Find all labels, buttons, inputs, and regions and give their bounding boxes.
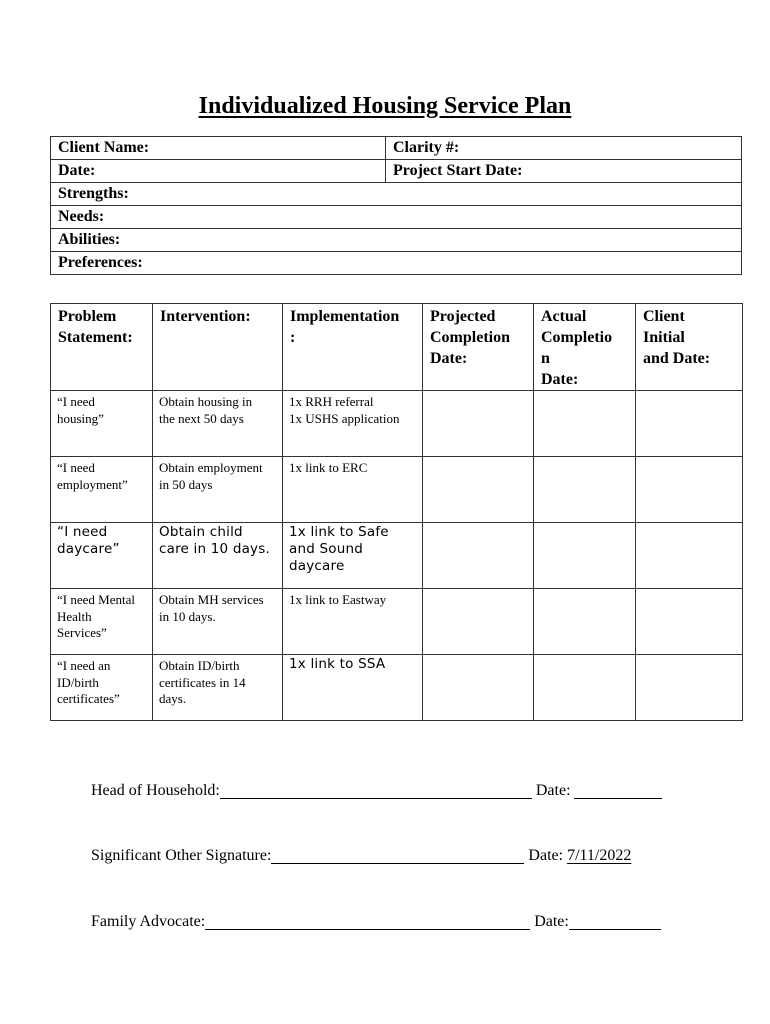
problem-cell[interactable] [51, 391, 153, 457]
header-line: Problem [58, 308, 117, 325]
actual-date-cell[interactable] [534, 523, 636, 589]
intervention-cell[interactable] [153, 655, 283, 721]
actual-date-cell[interactable] [534, 457, 636, 523]
header-line: Completion [430, 329, 510, 346]
intervention-cell[interactable] [153, 523, 283, 589]
header-line: : [290, 329, 296, 346]
family-advocate-label: Family Advocate: [91, 913, 206, 930]
actual-date-cell[interactable] [534, 589, 636, 655]
service-plan-table [50, 303, 743, 721]
header-line: n [541, 350, 550, 367]
cell-line: care in 10 days. [159, 541, 270, 557]
cell-line: certificates in 14 [159, 674, 246, 690]
cell-line: Obtain employment [159, 460, 263, 475]
header-line: Projected [430, 308, 496, 325]
actual-completion-header [534, 304, 636, 391]
projected-date-cell[interactable] [423, 391, 534, 457]
significant-other-signature [91, 845, 631, 865]
table-row [51, 589, 743, 655]
cell-line: 1x link to SSA [289, 656, 386, 672]
date-label: Date: [535, 782, 571, 799]
significant-other-label: Significant Other Signature: [91, 847, 272, 864]
client-initial-cell[interactable] [636, 391, 743, 457]
header-line: Completio [541, 329, 613, 346]
cell-line: 1x link to ERC [289, 460, 368, 475]
significant-other-signature-line[interactable] [271, 845, 524, 864]
cell-line: days. [159, 691, 187, 706]
actual-date-cell[interactable] [534, 655, 636, 721]
header-line: Date: [541, 371, 579, 388]
cell-line: certificates” [57, 691, 120, 706]
header-line: Initial [643, 329, 685, 346]
cell-line: “I need [57, 394, 95, 409]
client-info-table [50, 136, 742, 275]
projected-completion-header [423, 304, 534, 391]
head-of-household-signature [91, 780, 662, 800]
header-line: Client [643, 308, 685, 325]
cell-line: “I need [57, 524, 108, 540]
header-line: Implementation [290, 308, 400, 325]
implementation-cell[interactable] [283, 391, 423, 457]
table-row [51, 655, 743, 721]
head-of-household-date-line[interactable] [574, 780, 662, 799]
header-line: Date: [430, 350, 468, 367]
projected-date-cell[interactable] [423, 589, 534, 655]
project-start-date-field[interactable]: Project Start Date: [386, 160, 742, 183]
head-of-household-signature-line[interactable] [220, 780, 532, 799]
cell-line: employment” [57, 476, 128, 492]
intervention-cell[interactable] [153, 391, 283, 457]
date-label: Date: [534, 913, 569, 930]
implementation-cell[interactable] [283, 457, 423, 523]
family-advocate-signature-line[interactable] [205, 911, 530, 930]
table-row [51, 523, 743, 589]
cell-line: ID/birth [57, 674, 99, 690]
cell-line: “I need an [57, 658, 111, 673]
significant-other-date-value[interactable]: 7/11/2022 [567, 847, 632, 864]
problem-cell[interactable] [51, 523, 153, 589]
plan-header-row [51, 304, 743, 391]
date-label: Date: [528, 847, 564, 864]
intervention-cell[interactable] [153, 589, 283, 655]
clarity-number-field[interactable]: Clarity #: [386, 137, 742, 160]
cell-line: 1x link to Safe [289, 524, 389, 540]
strengths-field[interactable]: Strengths: [51, 183, 742, 206]
abilities-field[interactable]: Abilities: [51, 229, 742, 252]
cell-line: and Sound [289, 541, 363, 557]
intervention-header [153, 304, 283, 391]
problem-cell[interactable] [51, 655, 153, 721]
problem-statement-header [51, 304, 153, 391]
client-initial-cell[interactable] [636, 655, 743, 721]
cell-line: in 50 days [159, 476, 213, 492]
cell-line: housing” [57, 410, 104, 426]
projected-date-cell[interactable] [423, 523, 534, 589]
cell-line: “I need Mental [57, 592, 135, 607]
head-of-household-label: Head of Household: [91, 782, 220, 799]
cell-line: Obtain ID/birth [159, 658, 240, 673]
cell-line: the next 50 days [159, 410, 244, 426]
cell-line: in 10 days. [159, 608, 216, 624]
intervention-cell[interactable] [153, 457, 283, 523]
cell-line: “I need [57, 460, 95, 475]
implementation-header [283, 304, 423, 391]
projected-date-cell[interactable] [423, 457, 534, 523]
cell-line: Obtain MH services [159, 592, 264, 607]
preferences-field[interactable]: Preferences: [51, 252, 742, 275]
header-line: and Date: [643, 350, 711, 367]
client-name-field[interactable]: Client Name: [51, 137, 386, 160]
implementation-cell[interactable] [283, 523, 423, 589]
cell-line: 1x USHS application [289, 410, 400, 426]
cell-line: Services” [57, 625, 107, 640]
header-line: Actual [541, 308, 587, 325]
cell-line: daycare [289, 558, 345, 574]
header-line: Intervention: [160, 308, 251, 325]
table-row [51, 457, 743, 523]
cell-line: 1x RRH referral [289, 394, 374, 409]
family-advocate-date-line[interactable] [569, 911, 661, 930]
family-advocate-signature [91, 911, 661, 931]
problem-cell[interactable] [51, 589, 153, 655]
cell-line: Health [57, 608, 92, 624]
client-initial-header [636, 304, 743, 391]
cell-line: Obtain child [159, 524, 243, 540]
implementation-cell[interactable] [283, 589, 423, 655]
needs-field[interactable]: Needs: [51, 206, 742, 229]
client-initial-cell[interactable] [636, 589, 743, 655]
problem-cell[interactable] [51, 457, 153, 523]
projected-date-cell[interactable] [423, 655, 534, 721]
implementation-cell[interactable] [283, 655, 423, 721]
cell-line: daycare” [57, 541, 120, 557]
document-title: Individualized Housing Service Plan [198, 93, 572, 119]
cell-line: 1x link to Eastway [289, 592, 387, 607]
date-field[interactable]: Date: [51, 160, 386, 183]
table-row [51, 391, 743, 457]
client-initial-cell[interactable] [636, 457, 743, 523]
actual-date-cell[interactable] [534, 391, 636, 457]
header-line: Statement: [58, 329, 133, 346]
client-initial-cell[interactable] [636, 523, 743, 589]
cell-line: Obtain housing in [159, 394, 253, 409]
